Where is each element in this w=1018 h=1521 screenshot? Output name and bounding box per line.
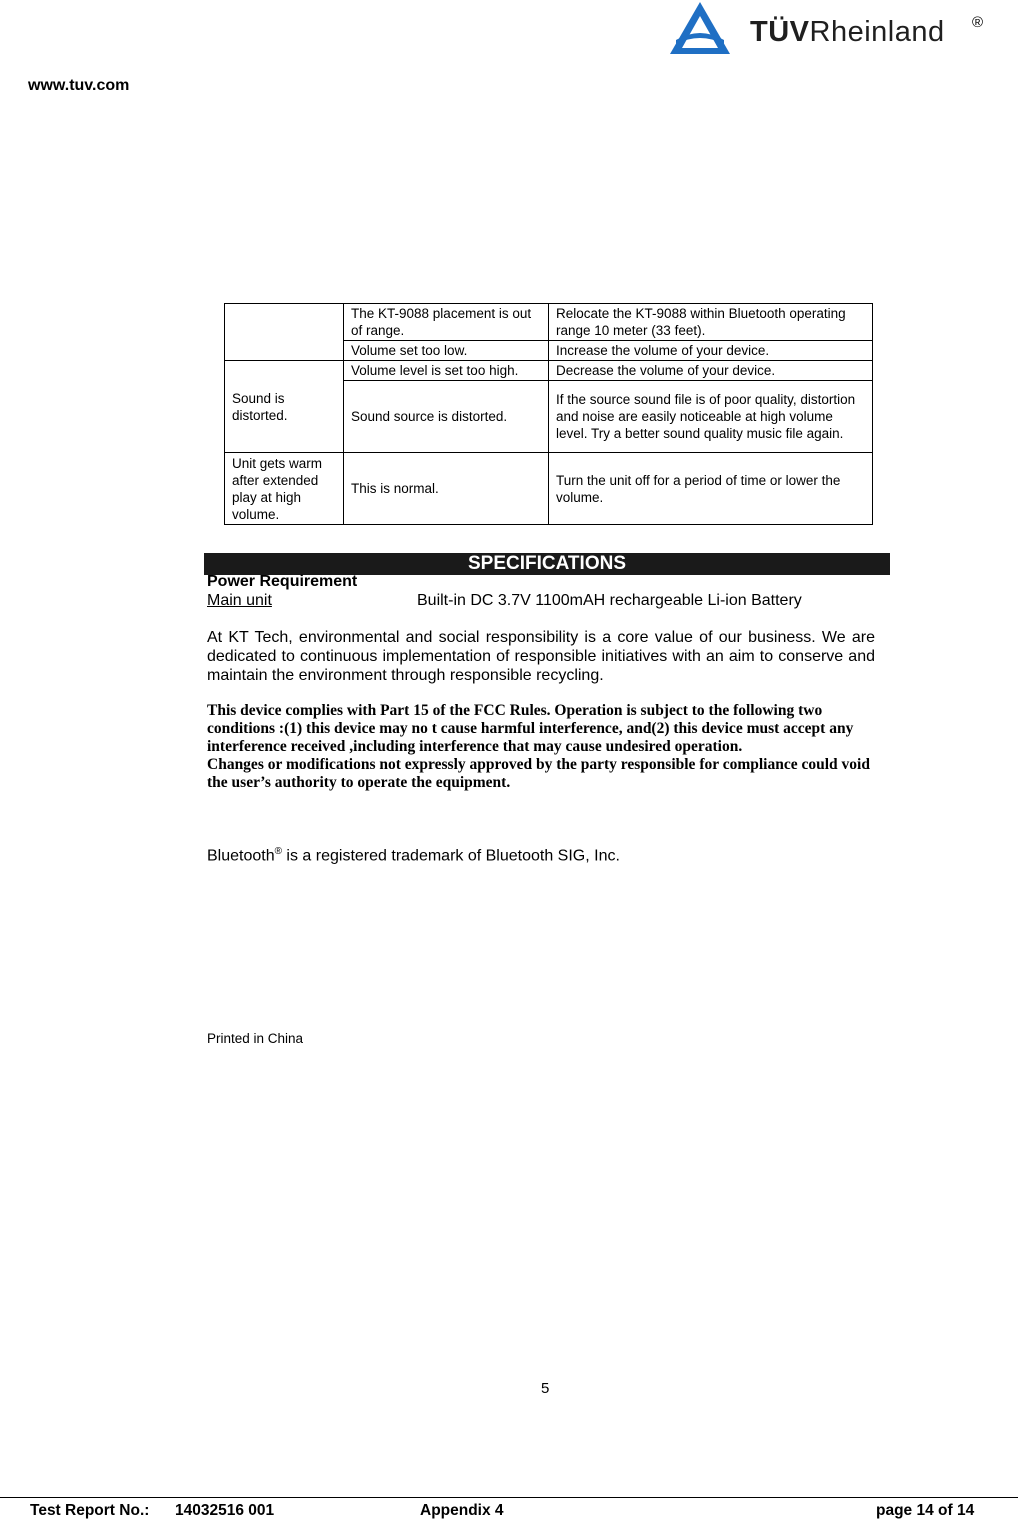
bluetooth-word: Bluetooth	[207, 847, 275, 865]
main-unit-value: Built-in DC 3.7V 1100mAH rechargeable Li-ion Battery	[417, 592, 802, 609]
main-unit-label: Main unit	[207, 592, 272, 609]
logo-registered-mark: ®	[972, 14, 984, 31]
footer-report-number: 14032516 001	[175, 1502, 275, 1519]
table-cell: If the source sound file is of poor quality, distortion and noise are easily noticeable at high volume level. Try a better sound quality music file again.	[549, 381, 873, 453]
website-url: www.tuv.com	[28, 77, 130, 94]
footer-report-label: Test Report No.:	[30, 1502, 150, 1519]
table-row	[225, 304, 873, 341]
table-cell: Unit gets warm after extended play at high volume.	[225, 453, 344, 525]
troubleshooting-table	[224, 303, 873, 525]
bluetooth-trademark	[207, 846, 620, 865]
specifications-heading: SPECIFICATIONS	[204, 553, 890, 575]
footer-appendix: Appendix 4	[420, 1502, 504, 1519]
logo-rheinland: Rheinland	[809, 16, 945, 48]
logo-wordmark	[750, 16, 945, 49]
table-cell: Relocate the KT-9088 within Bluetooth operating range 10 meter (33 feet).	[549, 304, 873, 341]
table-cell: The KT-9088 placement is out of range.	[344, 304, 549, 341]
table-cell	[225, 304, 344, 361]
environment-paragraph: At KT Tech, environmental and social responsibility is a core value of our business. We are dedicated to continuous implementation of responsible initiatives with an aim to conserve and maintain the environment through responsible recycling.	[207, 629, 875, 684]
printed-in: Printed in China	[207, 1031, 304, 1046]
footer-page: page 14 of 14	[876, 1502, 975, 1519]
manual-page-number: 5	[541, 1380, 550, 1397]
tuv-rheinland-logo	[668, 0, 998, 60]
fcc-statement	[207, 702, 892, 792]
power-requirement-heading: Power Requirement	[207, 573, 358, 590]
footer-divider	[0, 1497, 1018, 1498]
table-cell: This is normal.	[344, 453, 549, 525]
fcc-paragraph-2: Changes or modifications not expressly approved by the party responsible for compliance could void the user’s authority to operate the equipment.	[207, 756, 870, 791]
logo-tuv: TÜV	[750, 16, 810, 48]
table-row	[225, 453, 873, 525]
table-cell: Decrease the volume of your device.	[549, 361, 873, 381]
table-cell: Sound source is distorted.	[344, 381, 549, 453]
bluetooth-registered-mark: ®	[274, 846, 282, 857]
triangle-logo-icon	[668, 0, 732, 56]
table-cell: Sound is distorted.	[225, 361, 344, 453]
table-cell: Turn the unit off for a period of time or lower the volume.	[549, 453, 873, 525]
table-row	[225, 361, 873, 381]
table-cell: Volume set too low.	[344, 341, 549, 361]
fcc-paragraph-1: This device complies with Part 15 of the FCC Rules. Operation is subject to the following two conditions :(1) this device may no t cause harmful interference, and(2) this device must accept any interference received ,including interference that may cause undesired operation.	[207, 702, 854, 755]
table-cell: Volume level is set too high.	[344, 361, 549, 381]
table-cell: Increase the volume of your device.	[549, 341, 873, 361]
bluetooth-trademark-text: is a registered trademark of Bluetooth SIG, Inc.	[281, 847, 620, 865]
